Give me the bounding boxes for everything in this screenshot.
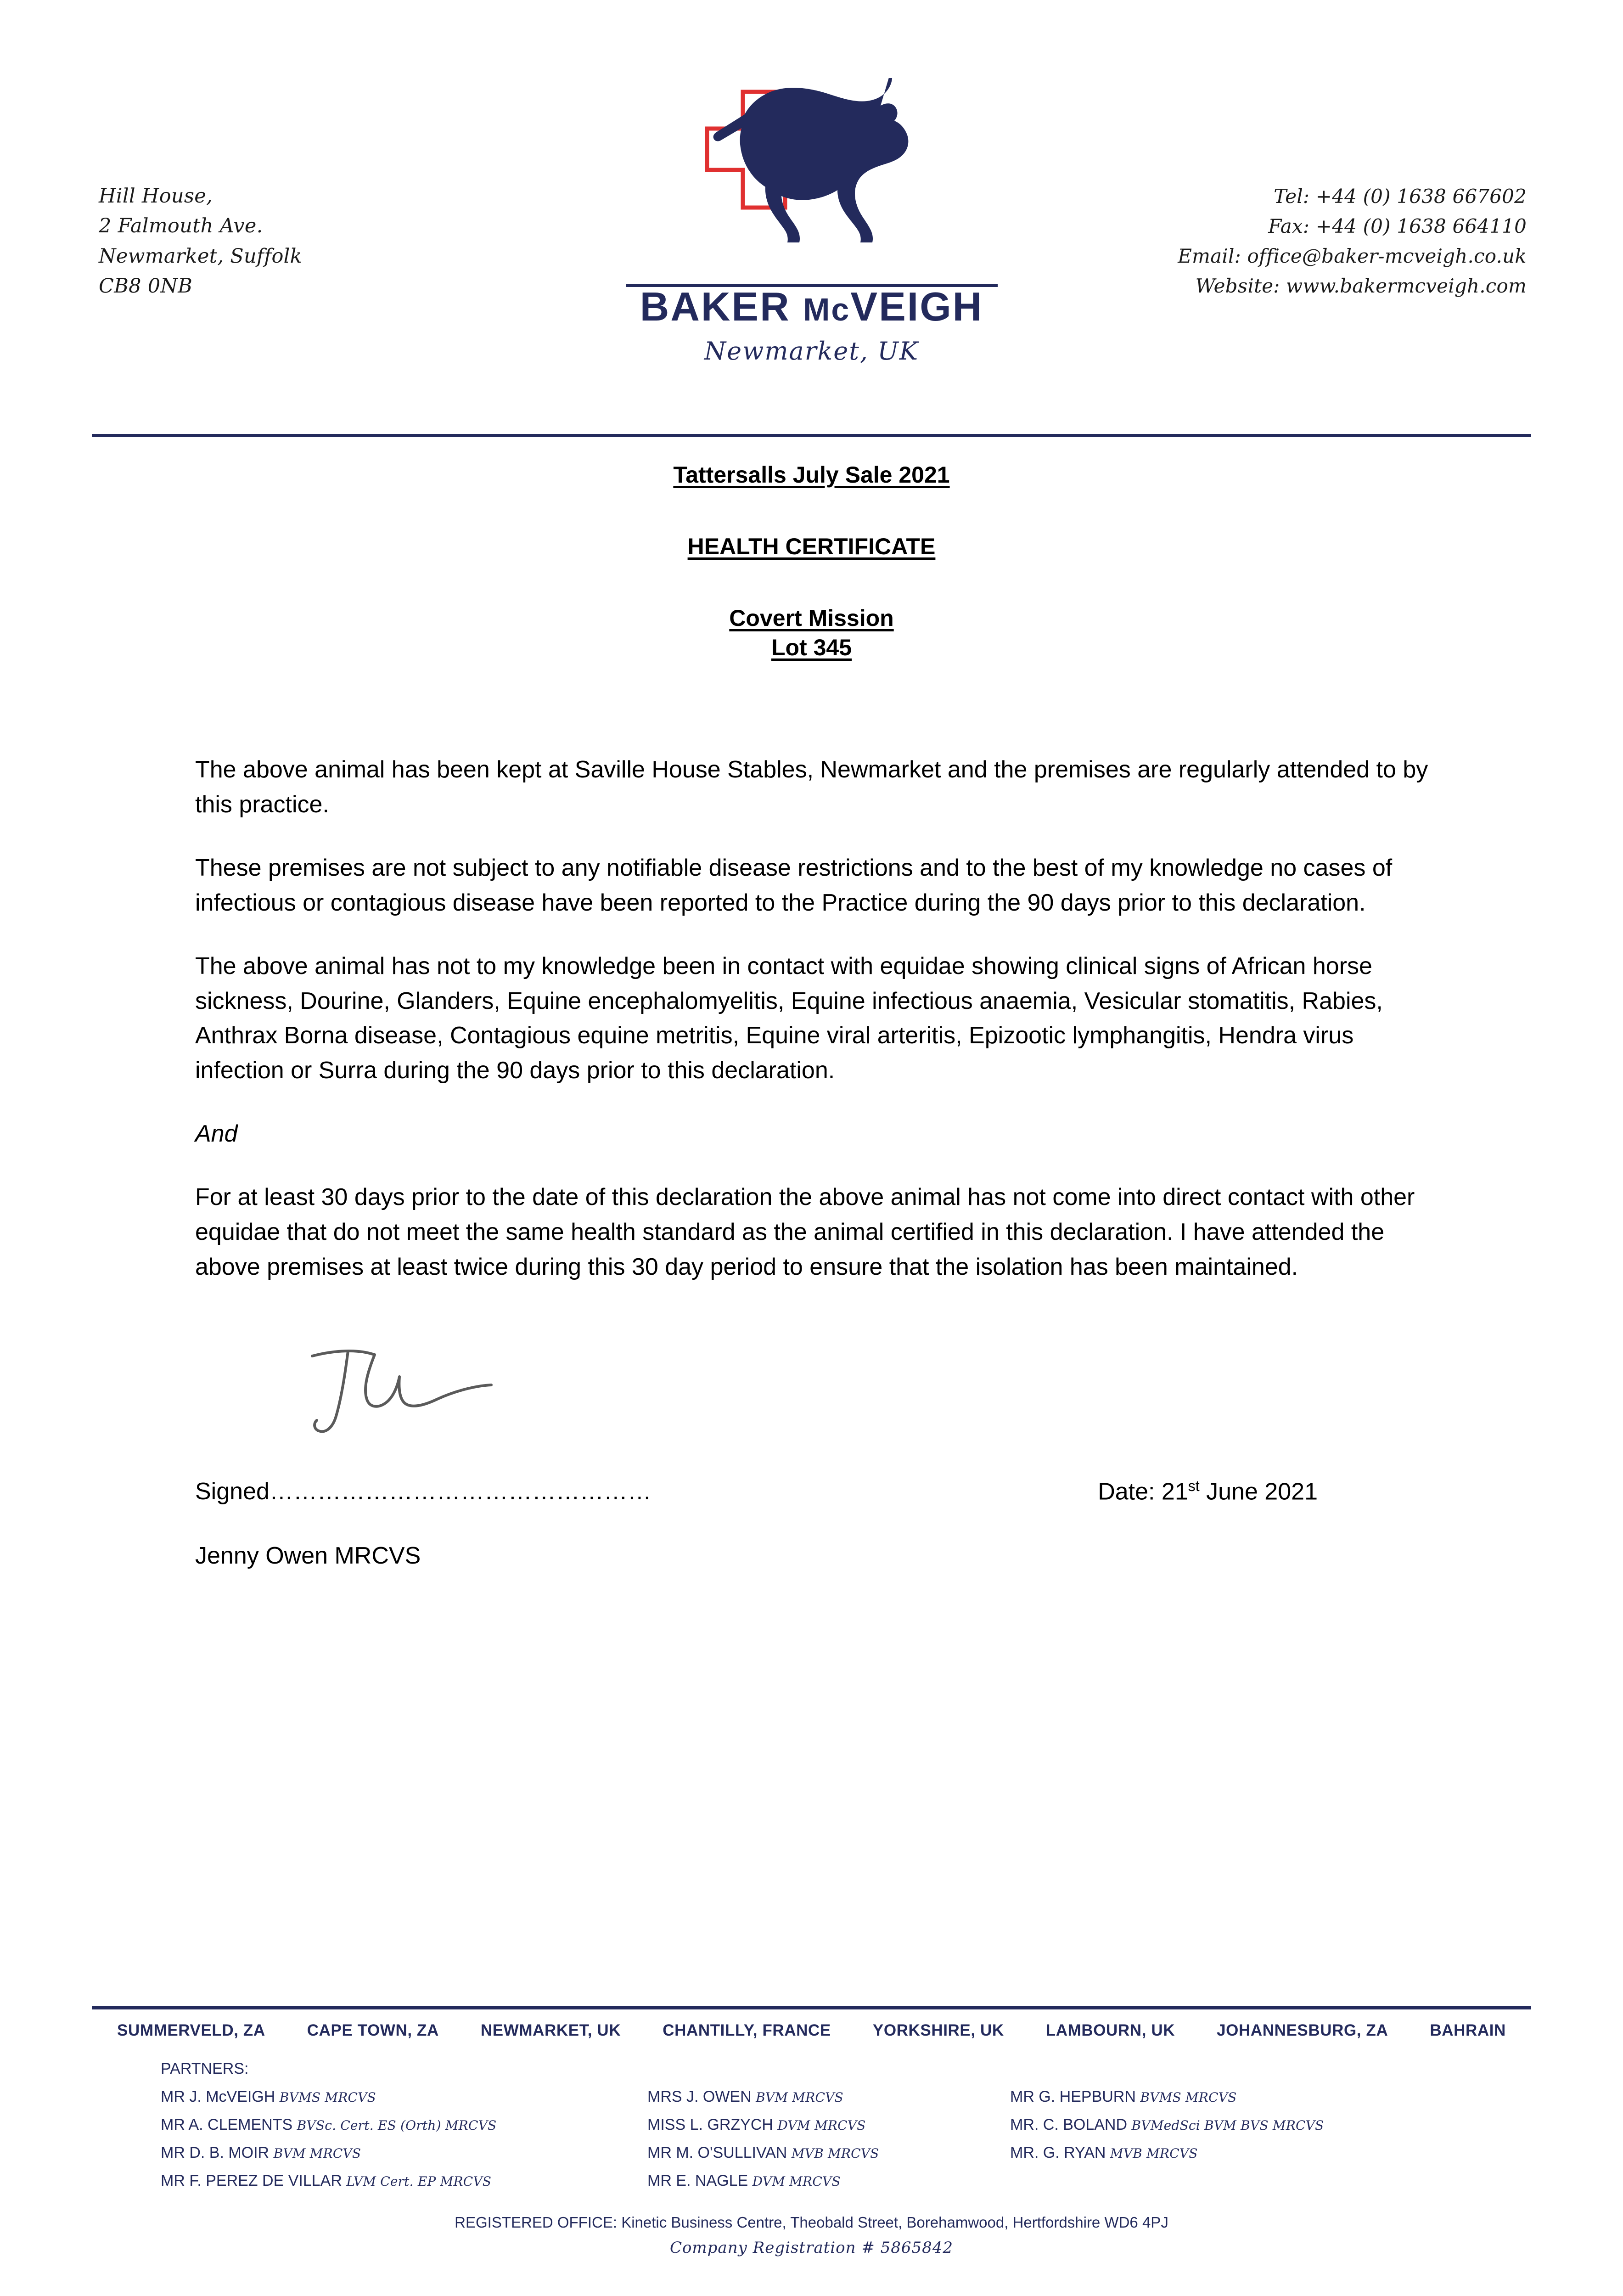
signature-area — [92, 1326, 1531, 1478]
partner-entry — [1010, 2088, 1531, 2106]
partner-qualification: BVMedSci BVM BVS MRCVS — [1131, 2118, 1324, 2133]
partner-name: MR M. O'SULLIVAN — [647, 2144, 787, 2161]
horse-name: Covert Mission — [729, 605, 894, 631]
office-location: CAPE TOWN, ZA — [307, 2021, 439, 2039]
letterhead — [92, 0, 1531, 366]
partner-entry — [1010, 2172, 1531, 2190]
body-paragraph: The above animal has been kept at Saville House Stables, Newmarket and the premises are regularly attended to by this practice. — [195, 756, 1428, 818]
partner-qualification: BVM MRCVS — [273, 2146, 361, 2161]
office-location: NEWMARKET, UK — [480, 2021, 621, 2039]
sale-title: Tattersalls July Sale 2021 — [673, 462, 950, 488]
logo-wordmark — [605, 283, 1018, 330]
body-paragraph-and: And — [195, 1120, 238, 1148]
horse-and-cross-logo-icon — [605, 78, 1018, 280]
company-registration: Company Registration # 5865842 — [669, 2239, 954, 2257]
partner-name: MR. C. BOLAND — [1010, 2116, 1128, 2133]
handwritten-signature — [294, 1331, 578, 1452]
partner-name: MR G. HEPBURN — [1010, 2088, 1136, 2105]
logo-word-baker: BAKER — [640, 284, 791, 329]
partner-qualification: BVMS MRCVS — [279, 2090, 376, 2105]
date-rest: June 2021 — [1199, 1478, 1318, 1505]
partner-entry — [647, 2172, 1010, 2190]
page-title: HEALTH CERTIFICATE — [687, 534, 936, 559]
document-titles — [92, 461, 1531, 661]
office-location: LAMBOURN, UK — [1045, 2021, 1175, 2039]
partner-entry — [161, 2144, 647, 2162]
partner-qualification: DVM MRCVS — [752, 2174, 841, 2189]
partner-entry — [161, 2172, 647, 2190]
partner-qualification: LVM Cert. EP MRCVS — [346, 2174, 492, 2189]
partner-name: MISS L. GRZYCH — [647, 2116, 773, 2133]
partner-qualification: BVMS MRCVS — [1140, 2090, 1237, 2105]
address-line: CB8 0NB — [99, 275, 193, 298]
practice-address — [99, 181, 302, 301]
office-location: BAHRAIN — [1430, 2021, 1506, 2039]
partner-name: MR D. B. MOIR — [161, 2144, 270, 2161]
contact-website[interactable]: Website: www.bakermcveigh.com — [1195, 275, 1527, 298]
partner-qualification: BVSc. Cert. ES (Orth) MRCVS — [297, 2118, 497, 2133]
footer — [92, 2006, 1531, 2257]
header-divider — [92, 434, 1531, 437]
partner-name: MR F. PEREZ DE VILLAR — [161, 2172, 342, 2189]
partner-name: MRS J. OWEN — [647, 2088, 752, 2105]
partner-entry — [1010, 2116, 1531, 2134]
contact-tel: Tel: +44 (0) 1638 667602 — [1274, 185, 1527, 208]
signed-label: Signed………………………………………… — [195, 1478, 651, 1505]
partner-qualification: MVB MRCVS — [791, 2146, 879, 2161]
body-paragraph: For at least 30 days prior to the date of this declaration the above animal has not come into direct contact with other equidae that do not meet the same health standard as the animal certified in this declaration. I have attended the above premises at least twice during this 30 day period to ensure that the isolation has been maintained. — [195, 1184, 1415, 1280]
footer-divider — [92, 2006, 1531, 2009]
address-line: Hill House, — [99, 185, 213, 208]
lot-number: Lot 345 — [771, 635, 852, 660]
signature-date — [1098, 1478, 1435, 1505]
address-line: Newmarket, Suffolk — [99, 244, 303, 268]
partner-entry — [647, 2088, 1010, 2106]
practice-contact — [1178, 181, 1527, 301]
partner-qualification: BVM MRCVS — [756, 2090, 843, 2105]
office-location: CHANTILLY, FRANCE — [663, 2021, 831, 2039]
date-ordinal-suffix: st — [1188, 1477, 1200, 1494]
company-logo — [605, 78, 1018, 366]
office-location: YORKSHIRE, UK — [872, 2021, 1004, 2039]
logo-subtitle: Newmarket, UK — [704, 337, 919, 366]
body-paragraph: The above animal has not to my knowledge been in contact with equidae showing clinical signs of African horse sickness, Dourine, Glanders, Equine encephalomyelitis, Equine infectious anaemia, Vesicular stomatitis, Rabies, Anthrax Borna disease, Contagious equine metritis, Equine viral arteritis, Epizootic lymphangitis, Hendra virus infection or Surra during the 90 days prior to this declaration. — [195, 952, 1383, 1084]
certificate-body — [92, 753, 1531, 1285]
registered-office: REGISTERED OFFICE: Kinetic Business Centre, Theobald Street, Borehamwood, Hertfordshire WD6 4PJ — [455, 2214, 1168, 2231]
partner-name: MR A. CLEMENTS — [161, 2116, 293, 2133]
office-locations — [92, 2021, 1531, 2040]
partner-entry — [647, 2144, 1010, 2162]
partner-name: MR J. McVEIGH — [161, 2088, 275, 2105]
body-paragraph: These premises are not subject to any notifiable disease restrictions and to the best of my knowledge no cases of infectious or contagious disease have been reported to the Practice during the 90 days prior to this declaration. — [195, 854, 1393, 916]
partner-qualification: MVB MRCVS — [1110, 2146, 1198, 2161]
signer-name: Jenny Owen MRCVS — [195, 1542, 421, 1570]
partner-qualification: DVM MRCVS — [777, 2118, 866, 2133]
partner-name: MR E. NAGLE — [647, 2172, 748, 2189]
office-location: JOHANNESBURG, ZA — [1217, 2021, 1388, 2039]
partner-entry — [1010, 2144, 1531, 2162]
address-line: 2 Falmouth Ave. — [99, 214, 263, 238]
logo-word-veigh: VEIGH — [850, 284, 983, 329]
date-label: Date: 21 — [1098, 1478, 1188, 1505]
partner-entry — [647, 2116, 1010, 2134]
signature-row — [92, 1478, 1531, 1505]
partner-entry — [161, 2116, 647, 2134]
partners-list — [92, 2088, 1531, 2190]
office-location: SUMMERVELD, ZA — [117, 2021, 265, 2039]
partner-entry — [161, 2088, 647, 2106]
logo-word-mc: Mc — [803, 292, 851, 327]
contact-email[interactable]: Email: office@baker-mcveigh.co.uk — [1178, 245, 1527, 268]
partner-name: MR. G. RYAN — [1010, 2144, 1106, 2161]
partners-label: PARTNERS: — [161, 2060, 249, 2077]
contact-fax: Fax: +44 (0) 1638 664110 — [1268, 215, 1527, 238]
